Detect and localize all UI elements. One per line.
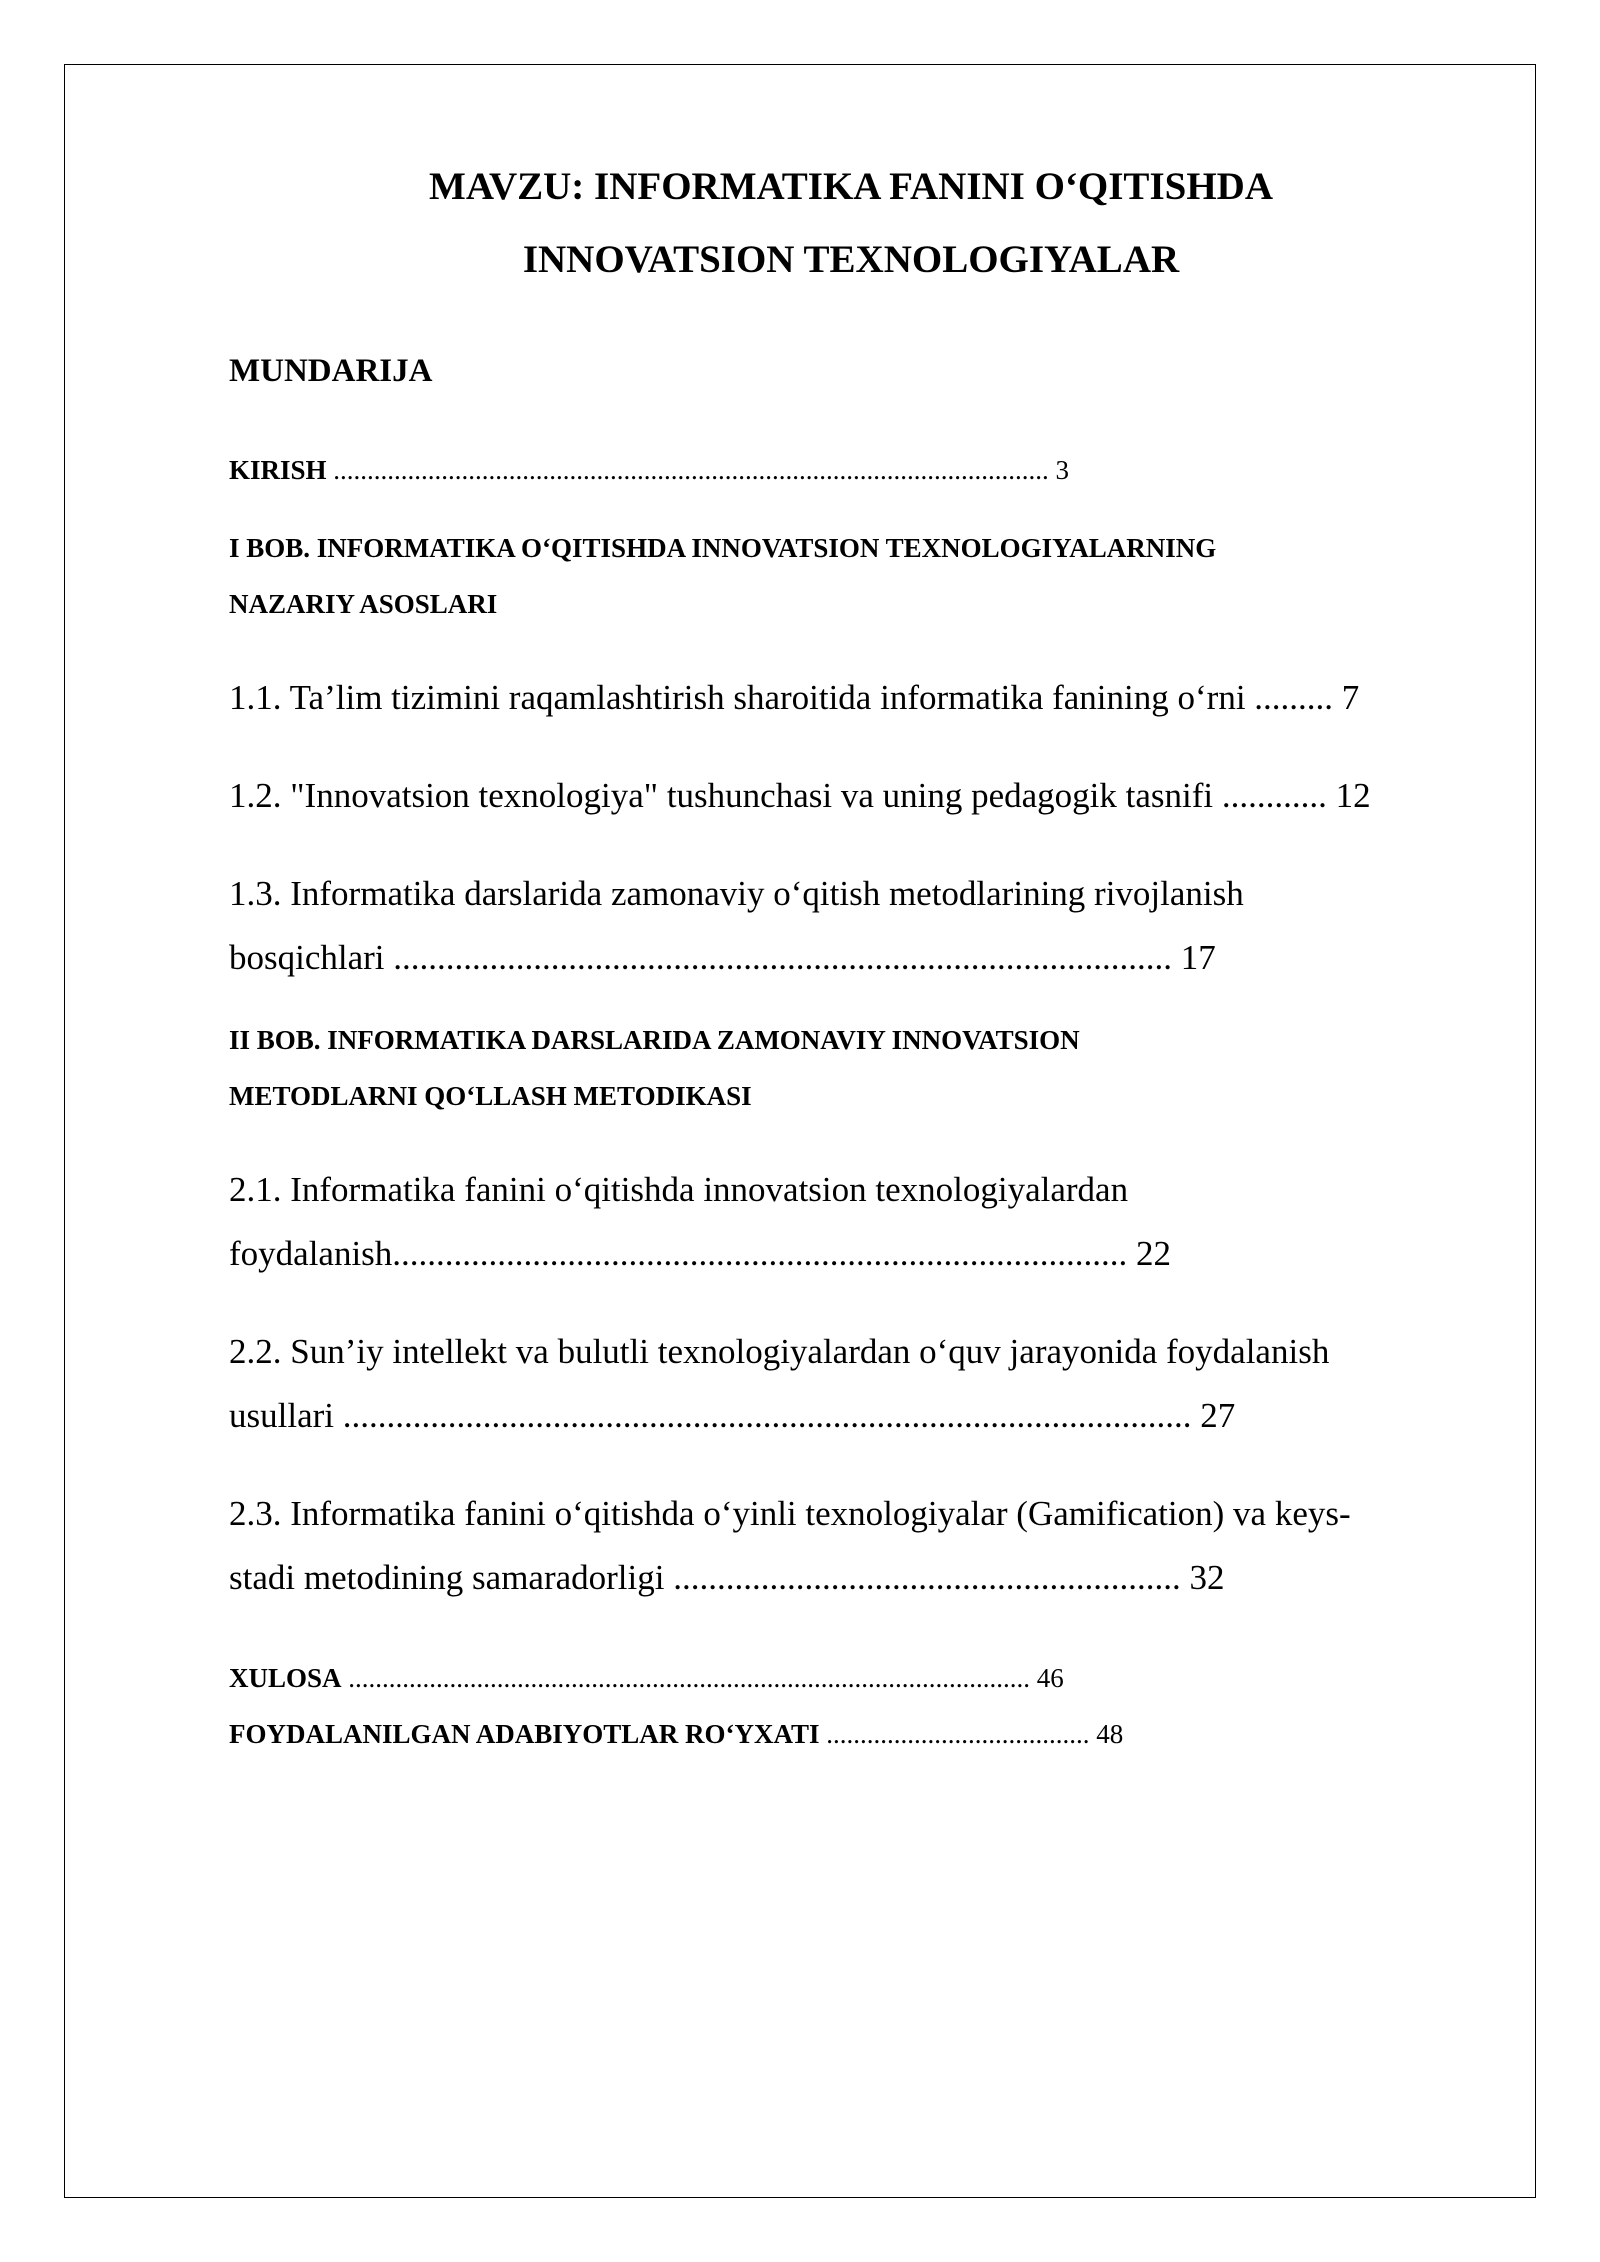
chapter-1-line-1: I BOB. INFORMATIKA O‘QITISHDA INNOVATSION TEXNOLOGIYALARNING (229, 532, 1217, 563)
section-2-2-line-2: usullari ................................................................................................. 27 (229, 1395, 1236, 1435)
toc-section-2-1[interactable] (229, 1158, 1479, 1286)
chapter-2-line-1: II BOB. INFORMATIKA DARSLARIDA ZAMONAVIY INNOVATSION (229, 1024, 1080, 1055)
toc-section-1-1[interactable]: 1.1. Ta’lim tizimini raqamlashtirish sharoitida informatika fanining o‘rni ......... 7 (229, 677, 1360, 717)
toc-chapter-2[interactable] (229, 1012, 1479, 1124)
toc-section-1-2[interactable]: 1.2. "Innovatsion texnologiya" tushunchasi va uning pedagogik tasnifi ............ 12 (229, 775, 1371, 815)
section-2-2-line-1: 2.2. Sun’iy intellekt va bulutli texnologiyalardan o‘quv jarayonida foydalanish (229, 1331, 1330, 1371)
chapter-1-line-2: NAZARIY ASOSLARI (229, 588, 498, 619)
toc-section-2-2[interactable] (229, 1320, 1479, 1448)
toc-leader-dots: .......................................................................................................... (326, 454, 1049, 485)
toc-entry-label: FOYDALANILGAN ADABIYOTLAR RO‘YXATI (229, 1718, 820, 1749)
toc-page-number: 46 (1030, 1662, 1064, 1693)
section-2-3-line-1: 2.3. Informatika fanini o‘qitishda o‘yinli texnologiyalar (Gamification) va keys- (229, 1493, 1351, 1533)
chapter-2-line-2: METODLARNI QO‘LLASH METODIKASI (229, 1080, 752, 1111)
toc-chapter-1[interactable] (229, 520, 1479, 632)
toc-entry-xulosa[interactable] (229, 1650, 1479, 1706)
toc-entry-kirish[interactable] (229, 442, 1479, 498)
section-2-1-line-1: 2.1. Informatika fanini o‘qitishda innovatsion texnologiyalardan (229, 1169, 1129, 1209)
toc-page-number: 48 (1089, 1718, 1124, 1749)
document-title (229, 150, 1473, 296)
toc-entry-label: XULOSA (229, 1662, 342, 1693)
section-2-1-line-2: foydalanish.................................................................................... 22 (229, 1233, 1172, 1273)
toc-page-number: 3 (1048, 454, 1070, 485)
toc-section-1-3[interactable] (229, 862, 1479, 990)
toc-leader-dots: ....................................... (819, 1718, 1090, 1749)
section-2-3-line-2: stadi metodining samaradorligi .......................................................... 32 (229, 1557, 1225, 1597)
toc-entry-adabiyotlar[interactable] (229, 1706, 1479, 1762)
section-1-3-line-1: 1.3. Informatika darslarida zamonaviy o‘qitish metodlarining rivojlanish (229, 873, 1244, 913)
title-line-2: INNOVATSION TEXNOLOGIYALAR (522, 238, 1180, 281)
toc-section-2-3[interactable] (229, 1482, 1479, 1610)
toc-heading: MUNDARIJA (229, 353, 433, 389)
toc-entry-label: KIRISH (229, 454, 327, 485)
document-content (229, 150, 1479, 1762)
toc-end-entries (229, 1650, 1479, 1762)
toc-leader-dots: ..................................................................................................... (341, 1662, 1031, 1693)
title-line-1: MAVZU: INFORMATIKA FANINI O‘QITISHDA (429, 165, 1273, 208)
section-1-3-line-2: bosqichlari ......................................................................................... 17 (229, 937, 1216, 977)
